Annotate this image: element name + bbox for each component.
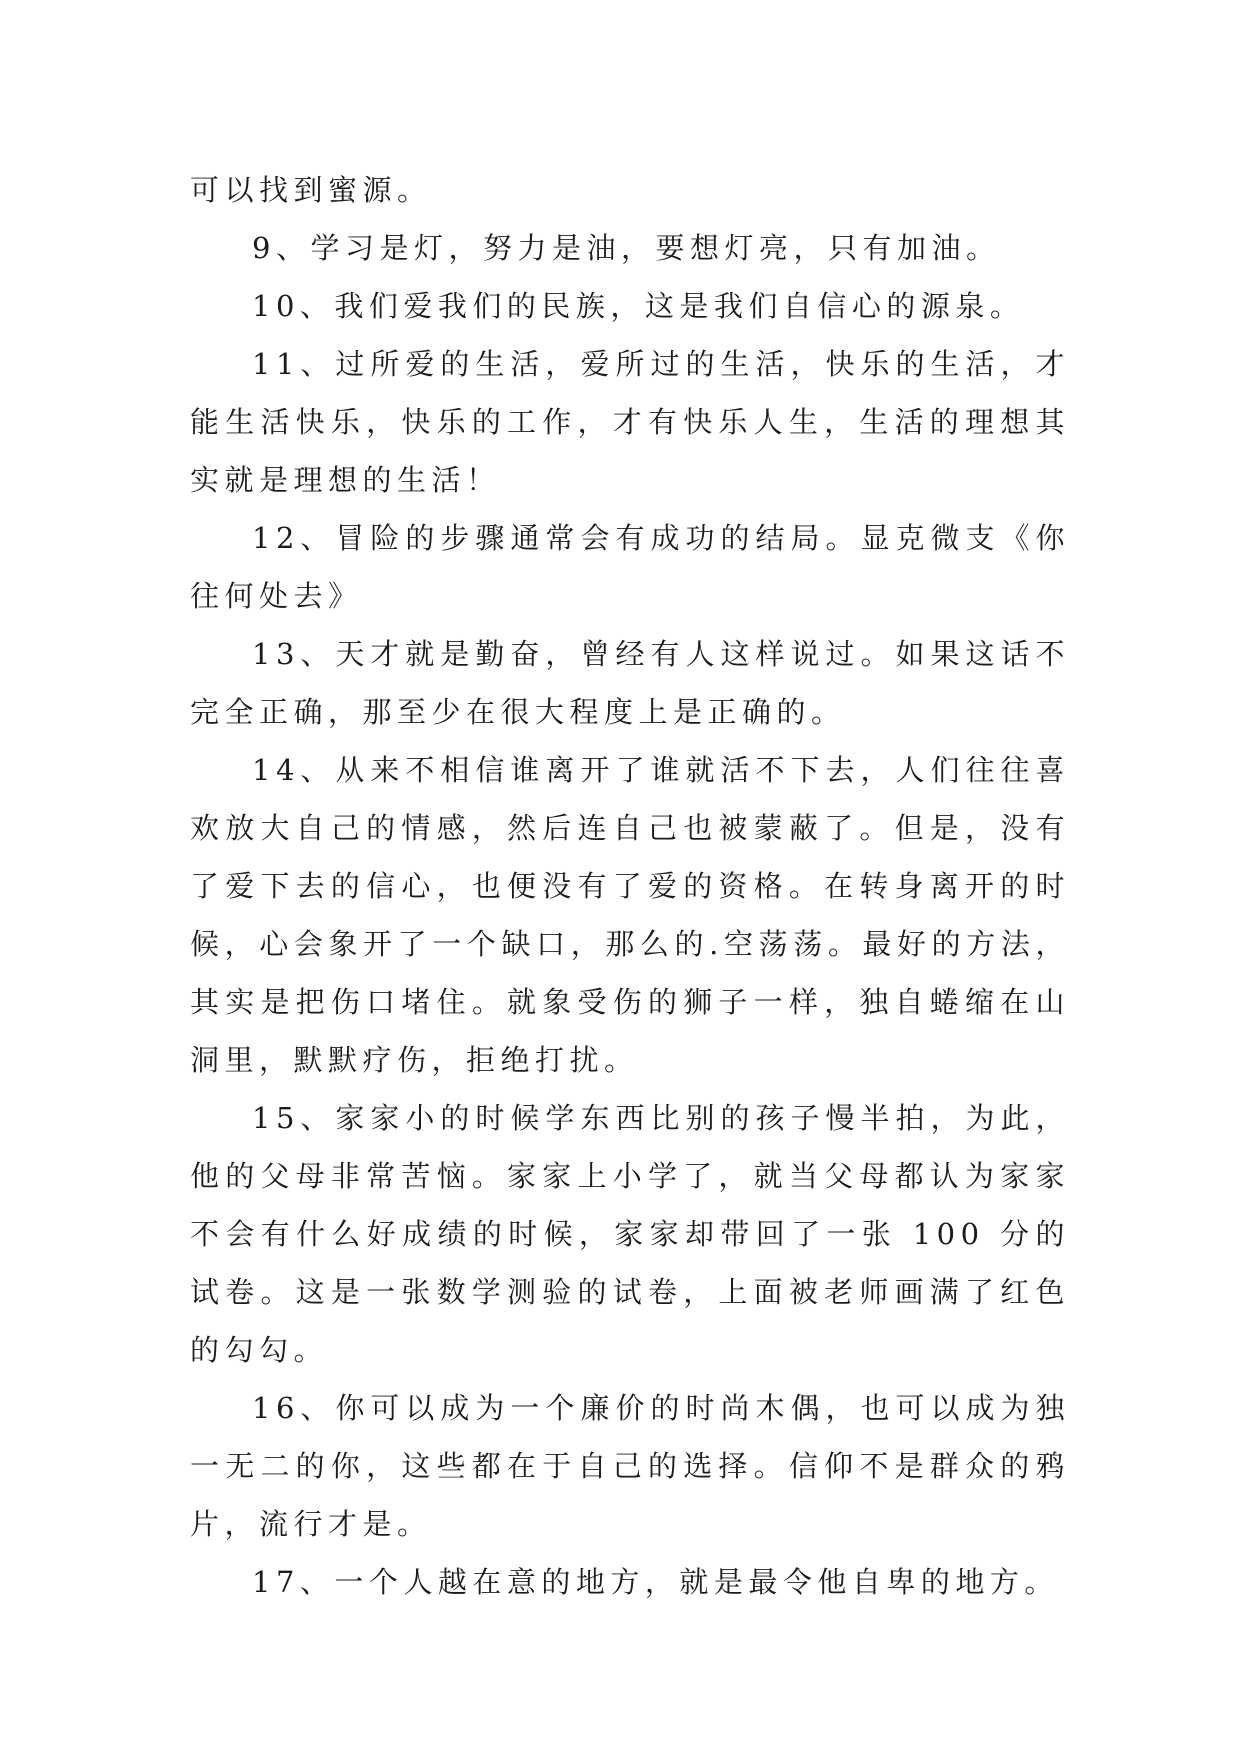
paragraph-continuation: 可以找到蜜源。: [190, 173, 432, 207]
paragraph-quote-13: 13、天才就是勤奋，曾经有人这样说过。如果这话不完全正确，那至少在很大程度上是正确的。: [190, 637, 1070, 729]
paragraph-quote-16: 16、你可以成为一个廉价的时尚木偶，也可以成为独一无二的你，这些都在于自己的选择。信仰不是群众的鸦片，流行才是。: [190, 1391, 1070, 1541]
paragraph-quote-17: 17、一个人越在意的地方，就是最令他自卑的地方。: [252, 1565, 1059, 1599]
paragraph-quote-11: 11、过所爱的生活，爱所过的生活，快乐的生活，才能生活快乐，快乐的工作，才有快乐人生，生活的理想其实就是理想的生活！: [190, 347, 1070, 497]
paragraph-quote-10: 10、我们爱我们的民族，这是我们自信心的源泉。: [252, 289, 1025, 323]
paragraph-quote-15: 15、家家小的时候学东西比别的孩子慢半拍，为此，他的父母非常苦恼。家家上小学了，就当父母都认为家家不会有什么好成绩的时候，家家却带回了一张 100 分的试卷。这是一张数学测验的试卷，上面被老师画满了红色的勾勾。: [190, 1101, 1070, 1367]
document-body: [190, 161, 1070, 1611]
paragraph-quote-12: 12、冒险的步骤通常会有成功的结局。显克微支《你往何处去》: [190, 521, 1070, 613]
paragraph-quote-14: 14、从来不相信谁离开了谁就活不下去，人们往往喜欢放大自己的情感，然后连自己也被蒙蔽了。但是，没有了爱下去的信心，也便没有了爱的资格。在转身离开的时候，心会象开了一个缺口，那么的.空荡荡。最好的方法，其实是把伤口堵住。就象受伤的狮子一样，独自蜷缩在山洞里，默默疗伤，拒绝打扰。: [190, 753, 1070, 1077]
paragraph-quote-9: 9、学习是灯，努力是油，要想灯亮，只有加油。: [252, 231, 1001, 265]
